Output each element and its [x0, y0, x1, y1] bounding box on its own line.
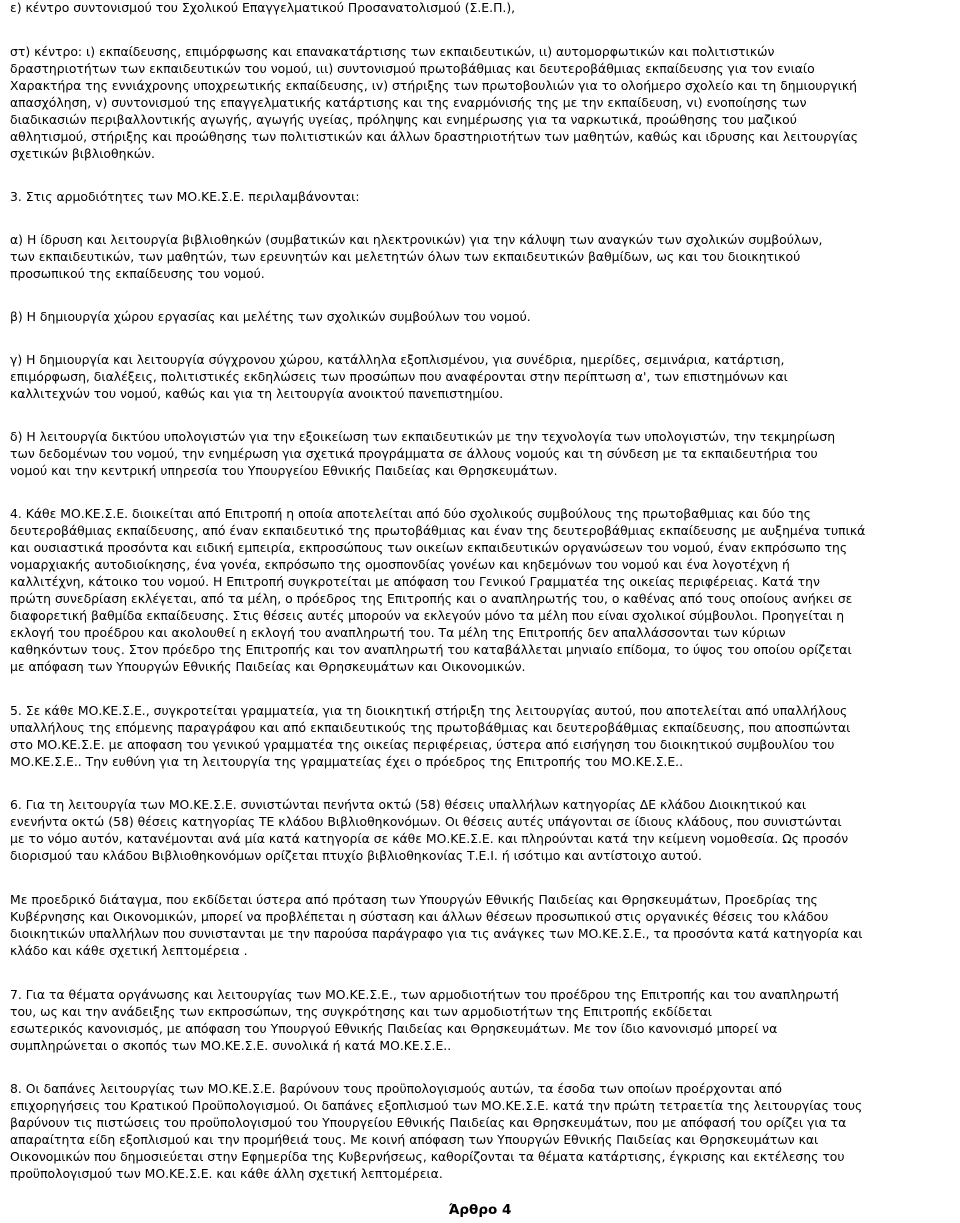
section-line: 3. Στις αρμοδιότητες των ΜΟ.ΚΕ.Σ.Ε. περιλαμβάνονται: — [10, 189, 360, 204]
paragraph-line: ε) κέντρο συντονισμού του Σχολικού Επαγγελματικού Προσανατολισμού (Σ.Ε.Π.), — [10, 0, 516, 15]
paragraph-line: καθηκόντων τους. Στον πρόεδρο της Επιτροπής και τον αναπληρωτή του καταβάλλεται μηνιαίο επίδομα, το ύψος του οποίου ορίζεται — [10, 642, 852, 657]
paragraph-line: νομαρχιακής αυτοδιοίκησης, ένα γονέα, εκπρόσωπο της ομοσπονδίας γονέων και κηδεμόνων του νομού και ένα λογοτέχνη ή — [10, 557, 790, 572]
paragraph-line: Οικονομικών που δημοσιεύεται στην Εφημερίδα της Κυβερνήσεως, καθορίζονται τα θέματα κατάρτισης, έγκρισης και εκτέλεσης του — [10, 1149, 845, 1164]
paragraph-line: γ) Η δημιουργία και λειτουργία σύγχρονου χώρου, κατάλληλα εξοπλισμένου, για συνέδρια, ημερίδες, σεμινάρια, κατάρτιση, — [10, 352, 785, 367]
paragraph-line: σχετικών βιβλιοθηκών. — [10, 146, 155, 161]
paragraph-line: διαφορετική βαθμίδα εκπαίδευσης. Στις θέσεις αυτές μπορούν να εκλεγούν μόνο τα μέλη που είναι σχολικοί σύμβουλοι. Προηγείται η — [10, 608, 845, 623]
paragraph-line: αθλητισμού, στήριξης και προώθησης των πολιτιστικών και άλλων δραστηριοτήτων των μαθητών, καθώς και ιδρυσης και λειτουργίας — [10, 129, 859, 144]
paragraph-line: β) Η δημιουργία χώρου εργασίας και μελέτης των σχολικών συμβούλων του νομού. — [10, 309, 531, 324]
paragraph-line: εσωτερικός κανονισμός, με απόφαση του Υπουργού Εθνικής Παιδείας και Θρησκευμάτων. Με τον ίδιο κανονισμό μπορεί να — [10, 1021, 778, 1036]
paragraph-line: 4. Κάθε ΜΟ.ΚΕ.Σ.Ε. διοικείται από Επιτροπή η οποία αποτελείται από δύο σχολικούς συμβούλους της πρωτοβαθμιας και δύο της — [10, 506, 811, 521]
paragraph-line: καλλιτεχνών του νομού, καθώς και για τη λειτουργία ανοικτού πανεπιστημίου. — [10, 386, 504, 401]
paragraph-line: προσωπικού της εκπαίδευσης του νομού. — [10, 266, 265, 281]
paragraph-line: καλλιτέχνη, κάτοικο του νομού. Η Επιτροπή συγκροτείται με απόφαση του Γενικού Γραμματέα της οικείας περιφέρειας. Κατά την — [10, 574, 820, 589]
paragraph-line: στο ΜΟ.ΚΕ.Σ.Ε. με αποφαση του γενικού γραμματέα της οικείας περιφέρειας, ύστερα από εισήγηση του διοικητικού συμβουλίου του — [10, 737, 835, 752]
paragraph-line: εκλογή του προέδρου και ακολουθεί η εκλογή του αναπληρωτή του. Τα μέλη της Επιτροπής δεν απαλλάσσονται των κύριων — [10, 625, 786, 640]
paragraph-line: Με προεδρικό διάταγμα, που εκδίδεται ύστερα από πρόταση των Υπουργών Εθνικής Παιδείας και Θρησκευμάτων, Προεδρίας της — [10, 892, 818, 907]
paragraph-line: 5. Σε κάθε ΜΟ.ΚΕ.Σ.Ε., συγκροτείται γραμματεία, για τη διοικητική στήριξη της λειτουργίας αυτού, που αποτελείται από υπαλλήλους — [10, 703, 848, 718]
paragraph-line: και ουσιαστικά προσόντα και ειδική εμπειρία, εκπροσώπους των οικείων εκπαιδευτικών οργανώσεων του νομού, έναν εκπρόσωπο της — [10, 540, 848, 555]
paragraph-line: πρώτη συνεδρίαση εκλέγεται, από τα μέλη, ο πρόεδρος της Επιτροπής και ο αναπληρωτής του, ο καθένας από τους οποίους ανήκει σε — [10, 591, 853, 606]
paragraph-line: με το νόμο αυτόν, κατανέμονται ανά μία κατά κατηγορία σε κάθε ΜΟ.ΚΕ.Σ.Ε. και πληρούνται κατά την κείμενη νομοθεσία. Ως προσόν — [10, 831, 849, 846]
paragraph-line: στ) κέντρο: ι) εκπαίδευσης, επιμόρφωσης και επανακατάρτισης των εκπαιδευτικών, ιι) αυτομορφωτικών και πολιτιστικών — [10, 44, 775, 59]
paragraph-line: ενενήντα οκτώ (58) θέσεις κατηγορίας ΤΕ κλάδου Βιβλιοθηκονόμων. Οι θέσεις αυτές υπάγονται σε ίδιους κλάδους, που συνιστώνται — [10, 814, 842, 829]
paragraph-line: επιμόρφωση, διαλέξεις, πολιτιστικές εκδηλώσεις των προσώπων που αναφέρονται στην περίπτωση α', των επιστημόνων και — [10, 369, 788, 384]
paragraph-line: προϋπολογισμού των ΜΟ.ΚΕ.Σ.Ε. και κάθε άλλη σχετική λεπτομέρεια. — [10, 1166, 443, 1181]
paragraph-line: δ) Η λειτουργία δικτύου υπολογιστών για την εξοικείωση των εκπαιδευτικών με την τεχνολογία των υπολογιστών, την τεκμηρίωση — [10, 429, 836, 444]
paragraph-line: υπαλλήλους της επόμενης παραγράφου και από εκπαιδευτικούς της πρωτοβάθμιας και δευτεροβάθμιας εκπαίδευσης, που αποσπώνται — [10, 720, 851, 735]
paragraph-line: διαδικασιών περιβαλλοντικής αγωγής, αγωγής υγείας, πρόληψης και ενημέρωσης για τα ναρκωτικά, προώθησης του μαζικού — [10, 112, 797, 127]
paragraph-line: 6. Για τη λειτουργία των ΜΟ.ΚΕ.Σ.Ε. συνιστώνται πενήντα οκτώ (58) θέσεις υπαλλήλων κατηγορίας ΔΕ κλάδου Διοικητικού και — [10, 797, 807, 812]
paragraph-line: επιχορηγήσεις του Κρατικού Προϋπολογισμού. Οι δαπάνες εξοπλισμού των ΜΟ.ΚΕ.Σ.Ε. κατά την πρώτη τετραετία της λειτουργίας τους — [10, 1098, 863, 1113]
paragraph-line: με απόφαση των Υπουργών Εθνικής Παιδείας και Θρησκευμάτων και Οικονομικών. — [10, 659, 526, 674]
paragraph-line: δευτεροβάθμιας εκπαίδευσης, από έναν εκπαιδευτικό της πρωτοβάθμιας και έναν της δευτεροβάθμιας εκπαίδευσης με αυξημένα τυπικά — [10, 523, 866, 538]
paragraph-line: διοικητικών υπαλλήλων που συνιστανται με την παρούσα παράγραφο για τις ανάγκες των ΜΟ.ΚΕ.Σ.Ε., τα προσόντα κατά κατηγορία και — [10, 926, 863, 941]
paragraph-line: απασχόληση, v) συντονισμού της επαγγελματικής κατάρτισης και της εναρμόνισής της με την εκπαίδευση, vι) ενοποίησης των — [10, 95, 807, 110]
paragraph-line: 8. Οι δαπάνες λειτουργίας των ΜΟ.ΚΕ.Σ.Ε. βαρύνουν τους προϋπολογισμούς αυτών, τα έσοδα των οποίων προέρχονται από — [10, 1081, 783, 1096]
paragraph-line: του, ως και την ανάδειξης των εκπροσώπων, της συγκρότησης και των αρμοδιοτήτων της Επιτροπής εκδίδεται — [10, 1004, 712, 1019]
paragraph-line: συμπληρώνεται ο σκοπός των ΜΟ.ΚΕ.Σ.Ε. συνολικά ή κατά ΜΟ.ΚΕ.Σ.Ε.. — [10, 1038, 452, 1053]
paragraph-line: απαραίτητα είδη εξοπλισμού και την προμήθειά τους. Με κοινή απόφαση των Υπουργών Εθνικής Παιδείας και Θρησκευμάτων και — [10, 1132, 819, 1147]
paragraph-line: διορισμού ταυ κλάδου Βιβλιοθηκονόμων ορίζεται πτυχίο βιβλιοθηκονίας Τ.Ε.Ι. ή ισότιμο και αντίστοιχο αυτού. — [10, 848, 702, 863]
paragraph-line: κλάδο και κάθε σχετική λεπτομέρεια . — [10, 943, 248, 958]
paragraph-line: των εκπαιδευτικών, των μαθητών, των ερευνητών και μελετητών όλων των εκπαιδευτικών βαθμίδων, ως και του διοικητικού — [10, 249, 801, 264]
paragraph-line: Χαρακτήρα της εννιάχρονης υποχρεωτικής εκπαίδευσης, ιv) στήριξης των πρωτοβουλιών για το ολοήμερο σχολείο και τη δημιουργική — [10, 78, 858, 93]
paragraph-line: α) Η ίδρυση και λειτουργία βιβλιοθηκών (συμβατικών και ηλεκτρονικών) για την κάλυψη των αναγκών των σχολικών συμβούλων, — [10, 232, 823, 247]
paragraph-line: ΜΟ.ΚΕ.Σ.Ε.. Την ευθύνη για τη λειτουργία της γραμματείας έχει ο πρόεδρος της Επιτροπής του ΜΟ.ΚΕ.Σ.Ε.. — [10, 754, 684, 769]
paragraph-line: 7. Για τα θέματα οργάνωσης και λειτουργίας των ΜΟ.ΚΕ.Σ.Ε., των αρμοδιοτήτων του προέδρου της Επιτροπής και του αναπληρωτή — [10, 987, 839, 1002]
paragraph-line: δραστηριοτήτων των εκπαιδευτικών του νομού, ιιι) συντονισμού πρωτοβάθμιας και δευτεροβάθμιας εκπαίδευσης για τον ενιαίο — [10, 61, 815, 76]
paragraph-line: των δεδομένων του νομού, την ενημέρωση για σχετικά προγράμματα σε άλλους νομούς και τη σύνδεση με τα εκπαιδευτήρια του — [10, 446, 818, 461]
paragraph-line: νομού και την κεντρική υπηρεσία του Υπουργείου Εθνικής Παιδείας και Θρησκευμάτων. — [10, 463, 558, 478]
paragraph-line: βαρύνουν τις πιστώσεις του προϋπολογισμού του Υπουργείου Εθνικής Παιδείας και Θρησκευμάτων, που με απόφασή του ορίζει για τα — [10, 1115, 847, 1130]
article-heading: Άρθρο 4 — [448, 1202, 512, 1218]
paragraph-line: Κυβέρνησης και Οικονομικών, μπορεί να προβλέπεται η σύσταση και άλλων θέσεων προσωπικού στις οργανικές θέσεις του κλάδου — [10, 909, 829, 924]
